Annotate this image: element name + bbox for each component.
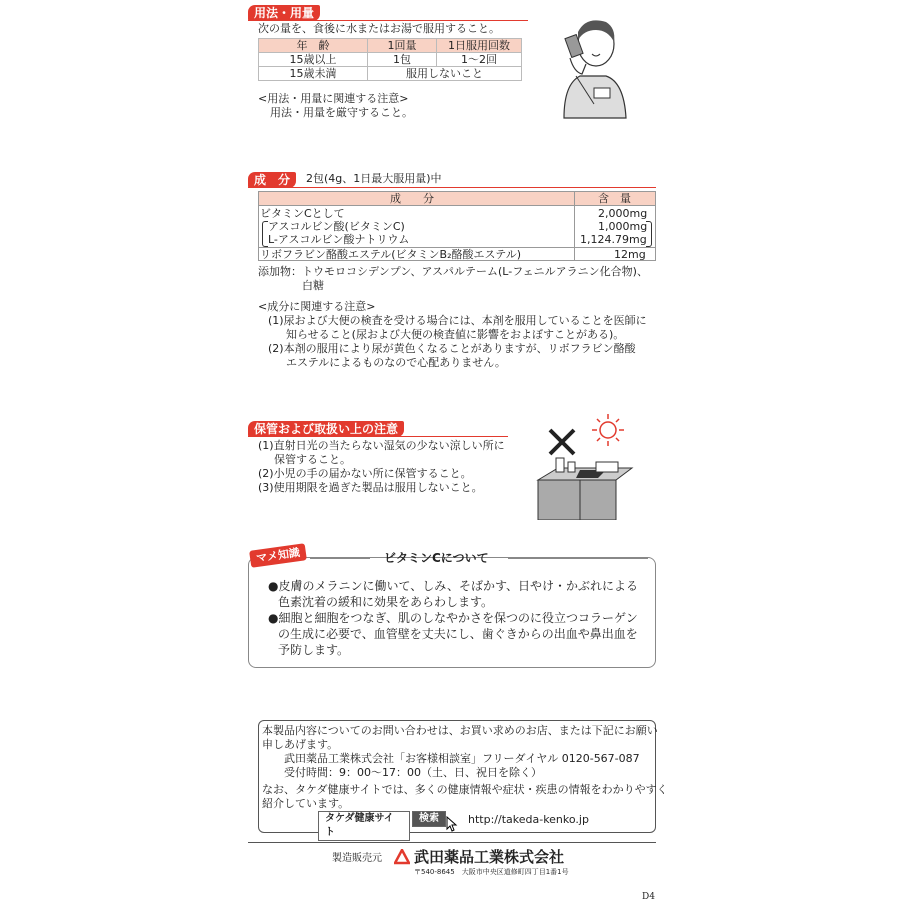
contact-line: なお、タケダ健康サイトでは、多くの健康情報や症状・疾患の情報をわかりやすく (262, 783, 668, 796)
ingredient-amount: 2,000mg (598, 207, 648, 220)
company-logo (394, 849, 410, 865)
page-code: D4 (642, 892, 655, 902)
footer-rule (248, 842, 656, 843)
company-name: 武田薬品工業株式会社 (414, 848, 565, 866)
search-term-box[interactable]: タケダ健康サイト (318, 811, 410, 841)
company-address: 〒540-8645 大阪市中央区道修町四丁目1番1号 (414, 868, 569, 876)
ingredient-amount: 1,000mg (598, 220, 648, 233)
table-cell: 15歳未満 (259, 67, 368, 81)
contact-line: 武田薬品工業株式会社「お客様相談室」フリーダイヤル 0120-567-087 (284, 752, 640, 765)
mame-title: ビタミンCについて (384, 551, 489, 565)
table-cell: 15歳以上 (259, 53, 368, 67)
usage-col-age: 年 齢 (259, 39, 368, 53)
mame-title-rule-left (310, 558, 370, 559)
storage-illustration (536, 410, 634, 520)
search-button[interactable]: 検索 (412, 811, 446, 827)
ingredient-name: アスコルビン酸(ビタミンC) (268, 220, 405, 233)
cursor-icon (446, 816, 458, 832)
usage-table (258, 38, 522, 81)
contact-line: 受付時間：9：00〜17：00（土、日、祝日を除く） (284, 766, 542, 779)
ingredients-note-line: 知らせること(尿および大便の検査値に影響をおよぼすことがある)。 (286, 328, 625, 341)
ingredients-subtitle: 2包(4g、1日最大服用量)中 (306, 172, 442, 185)
left-bracket (262, 221, 268, 247)
table-cell: 1〜2回 (437, 53, 522, 67)
usage-col-times: 1日服用回数 (437, 39, 522, 53)
website-url[interactable]: http://takeda-kenko.jp (468, 813, 589, 826)
ingredient-amount: 1,124.79mg (580, 233, 647, 246)
usage-section-rule (248, 20, 528, 21)
contact-line: 紹介しています。 (262, 797, 350, 810)
ingredients-note-line: (2)本剤の服用により尿が黄色くなることがありますが、リボフラビン酪酸 (268, 342, 636, 355)
storage-section-tag: 保管および取扱い上の注意 (248, 421, 404, 437)
storage-section-rule (248, 436, 508, 437)
ingredients-header-rule (258, 205, 656, 206)
storage-line: (1)直射日光の当たらない湿気の少ない涼しい所に (258, 439, 505, 452)
contact-line: 申しあげます。 (262, 738, 339, 751)
usage-note-title: <用法・用量に関連する注意> (258, 92, 409, 105)
usage-intro: 次の量を、食後に水またはお湯で服用すること。 (258, 22, 500, 35)
ingredient-name: ビタミンCとして (260, 207, 345, 220)
ingredient-amount: 12mg (614, 248, 646, 261)
table-row (259, 53, 522, 67)
ingredients-section-rule (248, 187, 656, 188)
usage-col-dose: 1回量 (368, 39, 437, 53)
mame-line: ●皮膚のメラニンに働いて、しみ、そばかす、日やけ・かぶれによる (268, 579, 638, 593)
contact-line: 本製品内容についてのお問い合わせは、お買い求めのお店、または下記にお願い (262, 724, 658, 737)
table-row (259, 67, 522, 81)
ingredients-note-line: エステルによるものなので心配ありません。 (286, 356, 506, 369)
table-cell: 服用しないこと (368, 67, 522, 81)
usage-section-tag: 用法・用量 (248, 5, 320, 21)
mame-title-rule-right (508, 558, 648, 559)
ingredients-table-divider (574, 191, 575, 261)
storage-line: 保管すること。 (274, 453, 351, 466)
maker-label: 製造販売元 (332, 853, 382, 864)
storage-line: (2)小児の手の届かない所に保管すること。 (258, 467, 472, 480)
ingredients-note-title: <成分に関連する注意> (258, 300, 376, 313)
table-cell: 1包 (368, 53, 437, 67)
mame-line: の生成に必要で、血管壁を丈夫にし、歯ぐきからの出血や鼻出血を (278, 627, 638, 641)
additive-line: 白糖 (302, 279, 324, 292)
ingredients-note-line: (1)尿および大便の検査を受ける場合には、本剤を服用していることを医師に (268, 314, 647, 327)
usage-table-header (259, 39, 522, 53)
usage-note-body: 用法・用量を厳守すること。 (270, 106, 413, 119)
additive-line: トウモロコシデンプン、アスパルテーム(L-フェニルアラニン化合物)、 (302, 265, 648, 278)
mame-line: ●細胞と細胞をつなぎ、肌のしなやかさを保つのに役立つコラーゲン (268, 611, 638, 625)
ingredient-name: L-アスコルビン酸ナトリウム (268, 233, 410, 246)
ingredients-col-name: 成 分 (390, 192, 434, 205)
man-drinking-illustration (556, 12, 632, 120)
mame-line: 予防します。 (278, 643, 350, 657)
mame-knowledge-tag: マメ知識 (249, 543, 307, 568)
right-bracket (646, 221, 652, 247)
ingredients-section-tag: 成 分 (248, 172, 296, 188)
additive-label: 添加物： (258, 265, 302, 278)
ingredients-col-amount: 含 量 (598, 192, 631, 205)
storage-line: (3)使用期限を過ぎた製品は服用しないこと。 (258, 481, 483, 494)
mame-line: 色素沈着の緩和に効果をあらわします。 (278, 595, 494, 609)
ingredient-name: リボフラビン酪酸エステル(ビタミンB₂酪酸エステル) (260, 248, 521, 261)
